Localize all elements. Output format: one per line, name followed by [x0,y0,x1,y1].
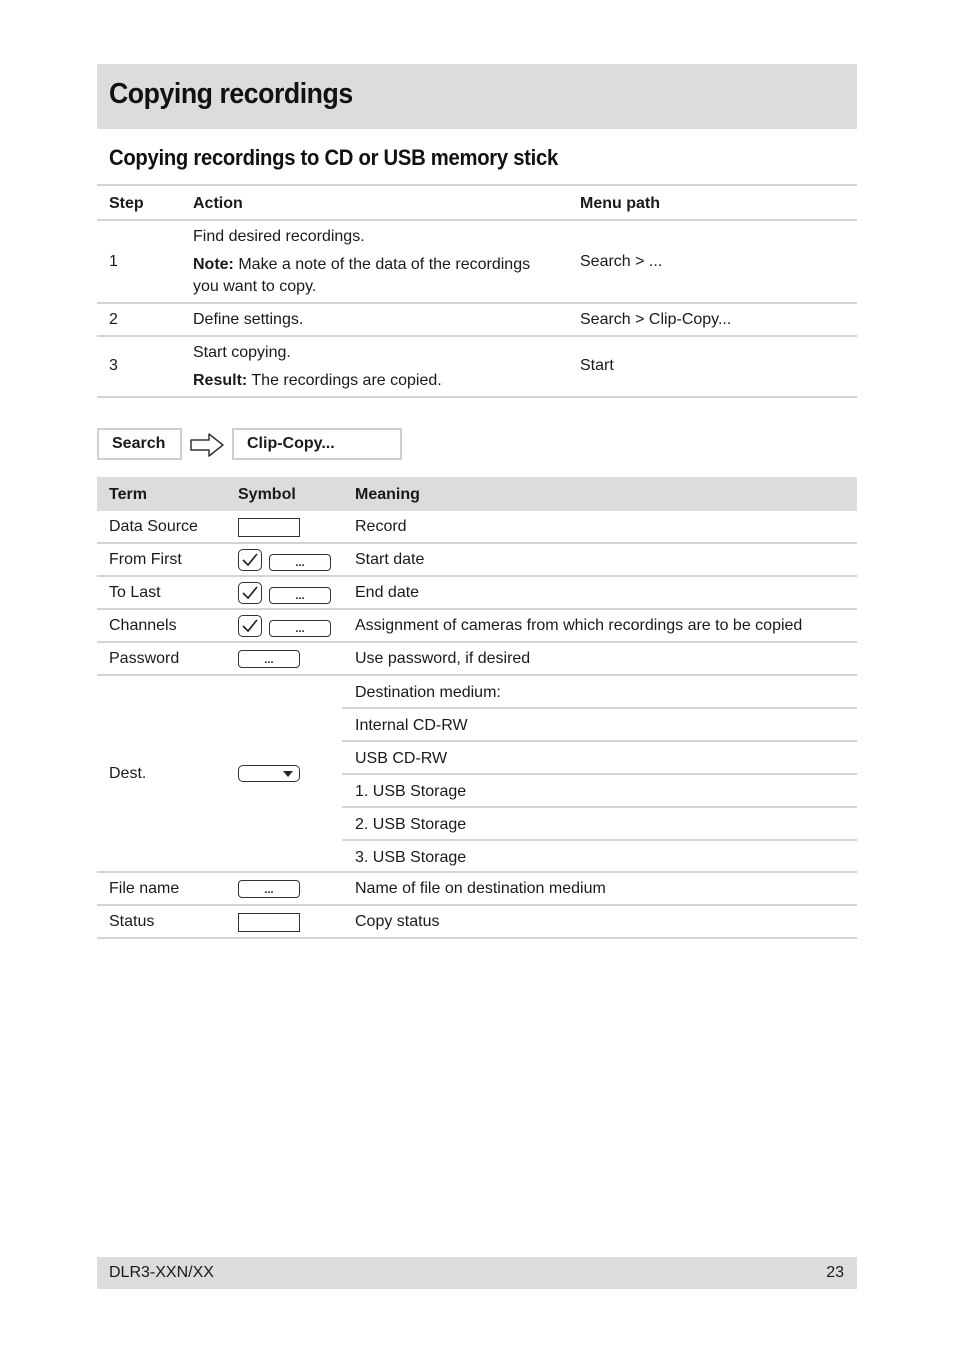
dest-option-label: 3. USB Storage [355,849,467,866]
checkbox-symbol [238,549,262,571]
dest-option-label: Internal CD-RW [355,717,468,734]
header-action: Action [193,195,243,212]
steps-table [97,184,857,398]
term-label: Password [109,650,180,667]
term-meaning: Copy status [355,913,440,930]
term-label: Data Source [109,518,198,535]
ellipsis-button-symbol: ... [269,554,331,571]
step-note [193,254,553,298]
dest-option [342,709,857,742]
result-label: Result: [193,372,248,389]
ellipsis-button-symbol: ... [269,587,331,604]
term-label: Channels [109,617,177,634]
text-field-symbol [238,518,300,537]
term-label: From First [109,551,182,568]
step-menu-path: Start [580,357,614,374]
footer-model: DLR3-XXN/XX [109,1264,214,1281]
dropdown-symbol [238,765,300,782]
term-row [97,511,857,544]
checkmark-icon [241,618,259,634]
note-text: Make a note of the data of the recordings you want to copy. [193,256,531,295]
step-action [193,226,553,298]
terms-table-header [97,477,857,511]
dest-option-label: Destination medium: [355,684,501,701]
header-meaning: Meaning [355,486,420,503]
text-field-symbol [238,913,300,932]
ellipsis-button-symbol: ... [269,620,331,637]
header-symbol: Symbol [238,486,296,503]
term-meaning: Assignment of cameras from which recordings are to be copied [355,617,803,634]
dest-option [342,676,857,709]
term-label: Status [109,913,155,930]
dest-option [342,808,857,841]
section-subtitle: Copying recordings to CD or USB memory stick [109,145,558,170]
term-row-dest [97,676,857,873]
nav-clip-copy-box: Clip-Copy... [232,428,402,460]
term-meaning: Name of file on destination medium [355,880,606,897]
step-action-text: Find desired recordings. [193,228,365,245]
term-meaning: Use password, if desired [355,650,531,667]
step-result [193,370,553,392]
nav-search-box: Search [97,428,182,460]
term-row [97,643,857,676]
term-meaning: End date [355,584,420,601]
result-text: The recordings are copied. [251,372,442,389]
ellipsis-button-symbol: ... [238,880,300,898]
step-menu-path: Search > ... [580,253,663,270]
terms-table [97,477,857,939]
ellipsis-button-symbol: ... [238,650,300,668]
dest-option-label: 2. USB Storage [355,816,467,833]
step-number: 3 [109,357,118,374]
checkmark-icon [241,552,259,568]
dest-option [342,841,857,874]
page-title: Copying recordings [109,78,353,110]
steps-table-header [97,186,857,221]
header-term: Term [109,486,147,503]
right-arrow-outline-icon [189,432,225,458]
term-label: File name [109,880,180,897]
step-action-text: Define settings. [193,311,304,328]
chevron-down-icon [283,771,293,777]
step-menu-path: Search > Clip-Copy... [580,311,732,328]
step-row [97,337,857,398]
dest-option [342,742,857,775]
dest-option-label: USB CD-RW [355,750,448,767]
term-meaning: Start date [355,551,425,568]
step-number: 2 [109,311,118,328]
dest-option-label: 1. USB Storage [355,783,467,800]
step-action [193,342,553,392]
checkbox-symbol [238,582,262,604]
checkmark-icon [241,585,259,601]
checkbox-symbol [238,615,262,637]
term-meaning: Record [355,518,407,535]
term-label: To Last [109,584,161,601]
header-menu-path: Menu path [580,195,660,212]
step-action-text: Start copying. [193,344,291,361]
footer-page-number: 23 [826,1264,844,1281]
title-bar [97,64,857,129]
term-row [97,906,857,939]
step-number: 1 [109,253,118,270]
dest-option [342,775,857,808]
header-step: Step [109,195,144,212]
note-label: Note: [193,256,234,273]
term-row [97,873,857,906]
term-row [97,610,857,643]
term-row [97,577,857,610]
page-footer [97,1257,857,1289]
step-row [97,304,857,337]
step-row [97,221,857,304]
term-label: Dest. [109,765,147,782]
term-row [97,544,857,577]
